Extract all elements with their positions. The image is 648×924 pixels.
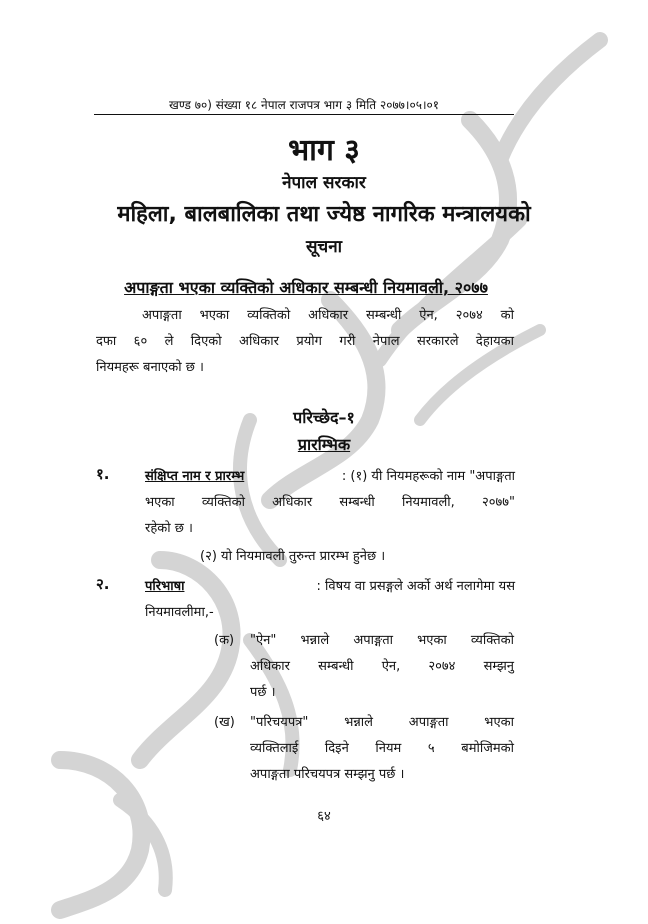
gazette-header: खण्ड ७०) संख्या १८ नेपाल राजपत्र भाग ३ मिति २०७७।०५।०१ bbox=[169, 98, 439, 112]
clause-ka-label: (क) bbox=[214, 633, 235, 648]
preamble-line-3: नियमहरू बनाएको छ । bbox=[96, 360, 204, 375]
part-title: भाग ३ bbox=[288, 133, 360, 168]
clause-ka-line-2: अधिकार सम्बन्धी ऐन, २०७४ सम्झनु bbox=[250, 659, 514, 674]
section-2-line-1 bbox=[145, 576, 515, 594]
section-1-line-2: भएका व्यक्तिको अधिकार सम्बन्धी नियमावली, २०७७" bbox=[145, 495, 515, 510]
clause-kha-label: (ख) bbox=[214, 715, 235, 730]
clause-kha-line-2: व्यक्तिलाई दिइने नियम ५ बमोजिमको bbox=[250, 741, 514, 756]
section-2-line-2: नियमावलीमा,- bbox=[145, 605, 214, 620]
clause-kha-line-1: "परिचयपत्र" भन्नाले अपाङ्गता भएका bbox=[250, 715, 514, 730]
section-2-heading: परिभाषा bbox=[145, 579, 185, 594]
page-number: ६४ bbox=[317, 809, 331, 824]
ministry-name: महिला, बालबालिका तथा ज्येष्ठ नागरिक मन्त्रालयको bbox=[117, 202, 531, 227]
section-1-subsection-2: (२) यो नियमावली तुरुन्त प्रारम्भ हुनेछ । bbox=[200, 549, 386, 564]
preamble-line-2: दफा ६० ले दिएको अधिकार प्रयोग गरी नेपाल सरकारले देहायका bbox=[96, 334, 514, 349]
section-1-line-1-text: : (१) यी नियमहरूको नाम "अपाङ्गता bbox=[341, 469, 515, 484]
rules-title: अपाङ्गता भएका व्यक्तिको अधिकार सम्बन्धी नियमावली, २०७७ bbox=[124, 278, 488, 297]
government-name: नेपाल सरकार bbox=[282, 173, 366, 193]
section-2-line-1-text: : विषय वा प्रसङ्गले अर्को अर्थ नलागेमा यस bbox=[316, 579, 515, 594]
notice-heading: सूचना bbox=[305, 237, 343, 257]
chapter-number: परिच्छेद–१ bbox=[293, 408, 355, 427]
preamble-line-1: अपाङ्गता भएका व्यक्तिको अधिकार सम्बन्धी ऐन, २०७४ को bbox=[142, 308, 514, 323]
section-2-number: २. bbox=[96, 575, 110, 593]
section-1-line-3: रहेको छ । bbox=[145, 521, 193, 536]
clause-kha-line-3: अपाङ्गता परिचयपत्र सम्झनु पर्छ । bbox=[250, 767, 405, 782]
header-rule bbox=[94, 114, 514, 115]
chapter-name: प्रारम्भिक bbox=[297, 435, 351, 454]
clause-ka-line-1: "ऐन" भन्नाले अपाङ्गता भएका व्यक्तिको bbox=[250, 633, 514, 648]
clause-ka-line-3: पर्छ । bbox=[250, 685, 276, 700]
section-1-number: १. bbox=[96, 465, 110, 483]
section-1-heading: संक्षिप्त नाम र प्रारम्भ bbox=[145, 469, 245, 484]
section-1-line-1 bbox=[145, 466, 515, 484]
